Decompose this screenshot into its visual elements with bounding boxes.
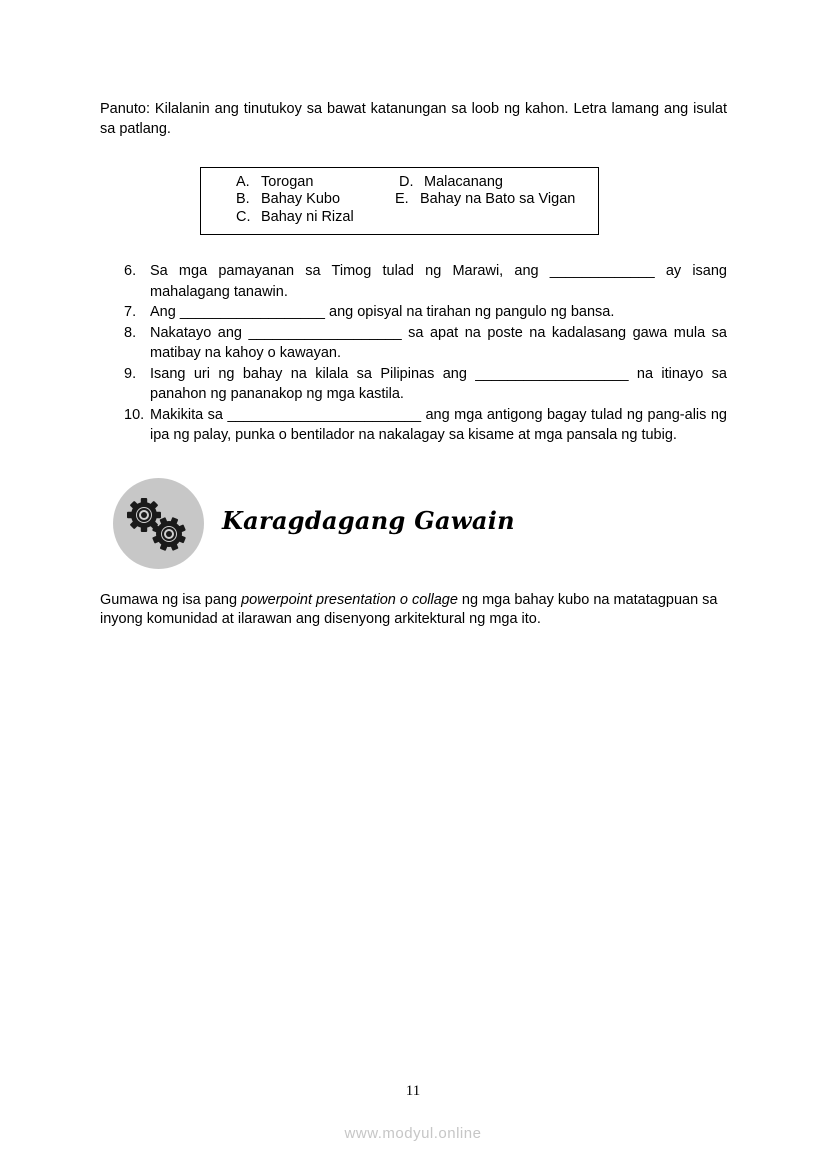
gears-icon — [113, 478, 204, 569]
question-item: 6. Sa mga pamayanan sa Timog tulad ng Marawi, ang _____________ ay isang mahalagang tanawin. — [124, 263, 727, 300]
question-list — [124, 261, 727, 446]
question-item: 8. Nakatayo ang ___________________ sa apat na poste na kadalasang gawa mula sa matibay na kahoy o kawayan. — [124, 324, 727, 361]
question-item: 9. Isang uri ng bahay na kilala sa Pilipinas ang ___________________ na itinayo sa panahon ng pananakop ng mga kastila. — [124, 365, 727, 402]
watermark: www.modyul.online — [344, 1125, 482, 1142]
task-emphasis: powerpoint presentation o collage — [241, 592, 458, 608]
section-title: Karagdagang Gawain — [222, 506, 515, 535]
question-item: 10. Makikita sa ________________________ ang mga antigong bagay tulad ng pang-alis ng ipa ng palay, punka o bentilador na nakalagay sa kisame at mga pansala ng tubig. — [124, 406, 727, 443]
choices-box — [200, 167, 599, 235]
choice-d: D. Malacanang — [399, 174, 503, 190]
gears-icon-graphic — [113, 478, 204, 569]
instructions: Panuto: Kilalanin ang tinutukoy sa bawat katanungan sa loob ng kahon. Letra lamang ang isulat sa patlang. — [100, 101, 727, 137]
question-item: 7. Ang __________________ ang opisyal na tirahan ng pangulo ng bansa. — [124, 304, 615, 320]
choice-b: B. Bahay Kubo — [236, 191, 341, 207]
choice-a: A. Torogan — [236, 174, 314, 190]
choice-c: C. Bahay ni Rizal — [236, 209, 354, 225]
page-number: 11 — [405, 1083, 421, 1099]
task-instructions: Gumawa ng isa pang powerpoint presentation o collage ng mga bahay kubo na matatagpuan sa inyong komunidad at ilarawan ang disenyong arkitektural ng mga ito. — [100, 592, 718, 627]
choice-e: E. Bahay na Bato sa Vigan — [395, 191, 576, 207]
